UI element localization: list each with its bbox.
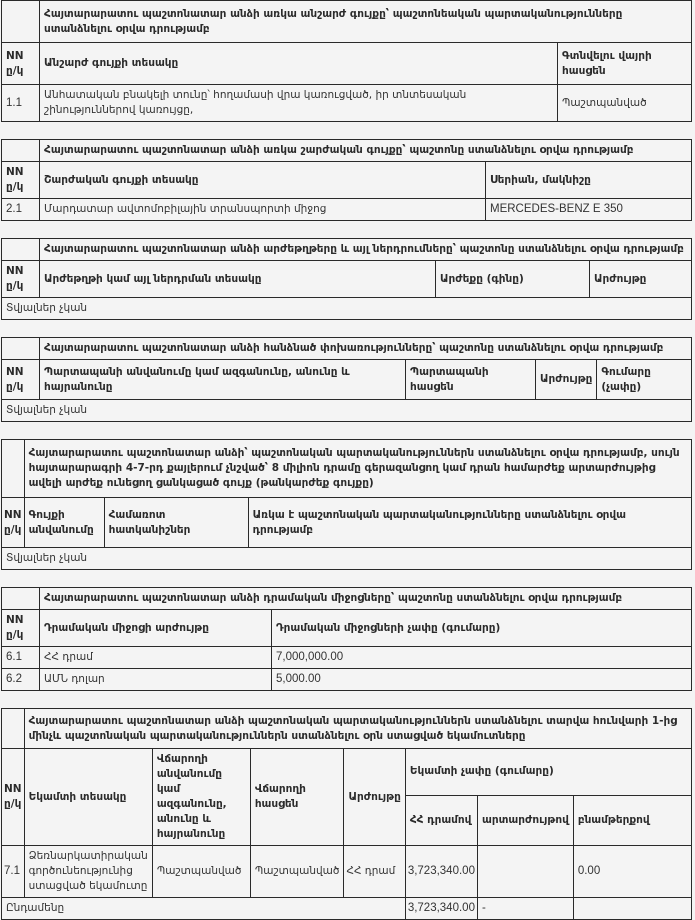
col-header-type: Անշարժ գույքի տեսակը [40,43,558,85]
col-header-amount: Դրամական միջոցների չափը (գումարը) [272,610,692,647]
section-blank-cell [2,1,40,43]
total-label: Ընդամենը [2,898,406,920]
row-amd: 3,723,340.00 [405,846,477,898]
real-estate-table [1,0,692,122]
no-data-message: Տվյալներ չկան [2,298,692,320]
col-header-payer-address: Վճարողի հասցեն [250,749,344,846]
col-header-model: Սերիան, մակնիշը [486,162,692,199]
no-data-message: Տվյալներ չկան [2,548,692,570]
col-header-currency: Արժույթը [536,360,597,400]
row-nn: 6.1 [2,647,40,669]
section-blank-cell [2,338,40,360]
section-blank-cell [2,709,25,749]
col-header-currency: Դրամական միջոցի արժույթը [40,610,272,647]
section-title: Հայտարարատու պաշտոնատար անձի պաշտոնական պարտականություններն ստանձնելու տարվա հունվարի 1-ից մինչև պաշտոնական պարտականություններն ստանձնելու օրն ստացված եկամուտները [24,709,691,749]
col-header-nn: NN ը/կ [2,261,40,298]
table-row [2,85,692,122]
section-title: Հայտարարատու պաշտոնատար անձի դրամական միջոցները՝ պաշտոնը ստանձնելու օրվա դրությամբ [40,588,692,610]
row-model: MERCEDES-BENZ E 350 [486,199,692,221]
table-row [2,669,692,691]
section-blank-cell [2,588,40,610]
col-header-nn: NN ը/կ [2,498,25,548]
total-in-kind [573,898,691,920]
col-header-debtor-name: Պարտապանի անվանումը կամ ազգանունը, անունը և հայրանունը [40,360,406,400]
section-title: Հայտարարատու պաշտոնատար անձի՝ պաշտոնական պարտականություններն ստանձնելու օրվա դրությամբ, սույն հայտարարագրի 4-7-րդ քայլերում չնշված՝ 8 միլիոն դրամը գերազանցող կամ դրան համարժեք արտարժույթից ավելի արժեք ունեցող ցանկացած գույք (թանկարժեք գույքը) [24,440,691,498]
row-amount: 7,000,000.00 [272,647,692,669]
section-title: Հայտարարատու պաշտոնատար անձի առկա անշարժ գույքը՝ պաշտոնեական պարտականությունները ստանձնելու օրվա դրությամբ [40,1,692,43]
total-row [2,898,692,920]
section-blank-cell [2,239,40,261]
col-header-income-type: Եկամտի տեսակը [24,749,152,846]
total-amd: 3,723,340.00 [405,898,477,920]
row-income-type: Ձեռնարկատիրական գործունեությունից ստացված եկամուտը [24,846,152,898]
table-row [2,199,692,221]
col-header-debtor-address: Պարտապանի հասցեն [406,360,536,400]
col-header-present: Առկա է պաշտոնական պարտականությունները ստանձնելու օրվա դրությամբ [248,498,691,548]
row-type: Մարդատար ավտոմոբիլային տրանսպորտի միջոց [40,199,486,221]
row-nn: 1.1 [2,85,40,122]
row-currency: ՀՀ դրամ [344,846,405,898]
loans-table [1,337,692,422]
col-header-type: Արժեթղթի կամ այլ ներդրման տեսակը [40,261,436,298]
col-header-foreign: արտարժույթով [477,795,573,845]
row-amount: 5,000.00 [272,669,692,691]
row-nn: 2.1 [2,199,40,221]
row-nn: 7.1 [2,846,25,898]
valuables-table [1,439,692,570]
total-foreign: - [477,898,573,920]
col-header-amount-group: Եկամտի չափը (գումարը) [405,749,691,796]
table-row [2,647,692,669]
row-address: Պաշտպանված [558,85,692,122]
row-currency: ԱՄՆ դոլար [40,669,272,691]
movable-property-table [1,139,692,221]
col-header-nn: NN ը/կ [2,43,40,85]
col-header-type: Շարժական գույքի տեսակը [40,162,486,199]
row-type: Անհատական բնակելի տունը՝ հողամասի վրա կառուցված, իր տնտեսական շինություններով կառույցը, [40,85,558,122]
row-nn: 6.2 [2,669,40,691]
section-title: Հայտարարատու պաշտոնատար անձի հանձնած փոխառությունները՝ պաշտոնը ստանձնելու օրվա դրությամբ [40,338,692,360]
table-row [2,846,692,898]
col-header-payer-name: Վճարողի անվանումը կամ ազգանունը, անունը և հայրանունը [152,749,250,846]
row-payer-name: Պաշտպանված [152,846,250,898]
row-in-kind: 0.00 [573,846,691,898]
col-header-value: Արժեքը (գինը) [436,261,590,298]
securities-table [1,238,692,320]
col-header-nn: NN ը/կ [2,610,40,647]
col-header-features: Համառոտ հատկանիշներ [104,498,248,548]
col-header-currency: Արժույթը [590,261,692,298]
col-header-in-kind: բնամթերքով [573,795,691,845]
section-title: Հայտարարատու պաշտոնատար անձի առկա շարժական գույքը՝ պաշտոնը ստանձնելու օրվա դրությամբ [40,140,692,162]
col-header-nn: NN ը/կ [2,162,40,199]
col-header-amount: Գումարը (չափը) [597,360,692,400]
col-header-name: Գույքի անվանումը [24,498,104,548]
income-table [1,708,692,920]
col-header-currency: Արժույթը [344,749,405,846]
row-foreign [477,846,573,898]
cash-table [1,587,692,691]
section-title: Հայտարարատու պաշտոնատար անձի արժեթղթերը և այլ ներդրումները՝ պաշտոնը ստանձնելու օրվա դրությամբ [40,239,692,261]
section-blank-cell [2,440,25,498]
row-payer-address: Պաշտպանված [250,846,344,898]
col-header-nn: NN ը/կ [2,360,40,400]
row-currency: ՀՀ դրամ [40,647,272,669]
col-header-amd: ՀՀ դրամով [405,795,477,845]
col-header-nn: NN ը/կ [2,749,25,846]
section-blank-cell [2,140,40,162]
col-header-address: Գտնվելու վայրի հասցեն [558,43,692,85]
no-data-message: Տվյալներ չկան [2,400,692,422]
